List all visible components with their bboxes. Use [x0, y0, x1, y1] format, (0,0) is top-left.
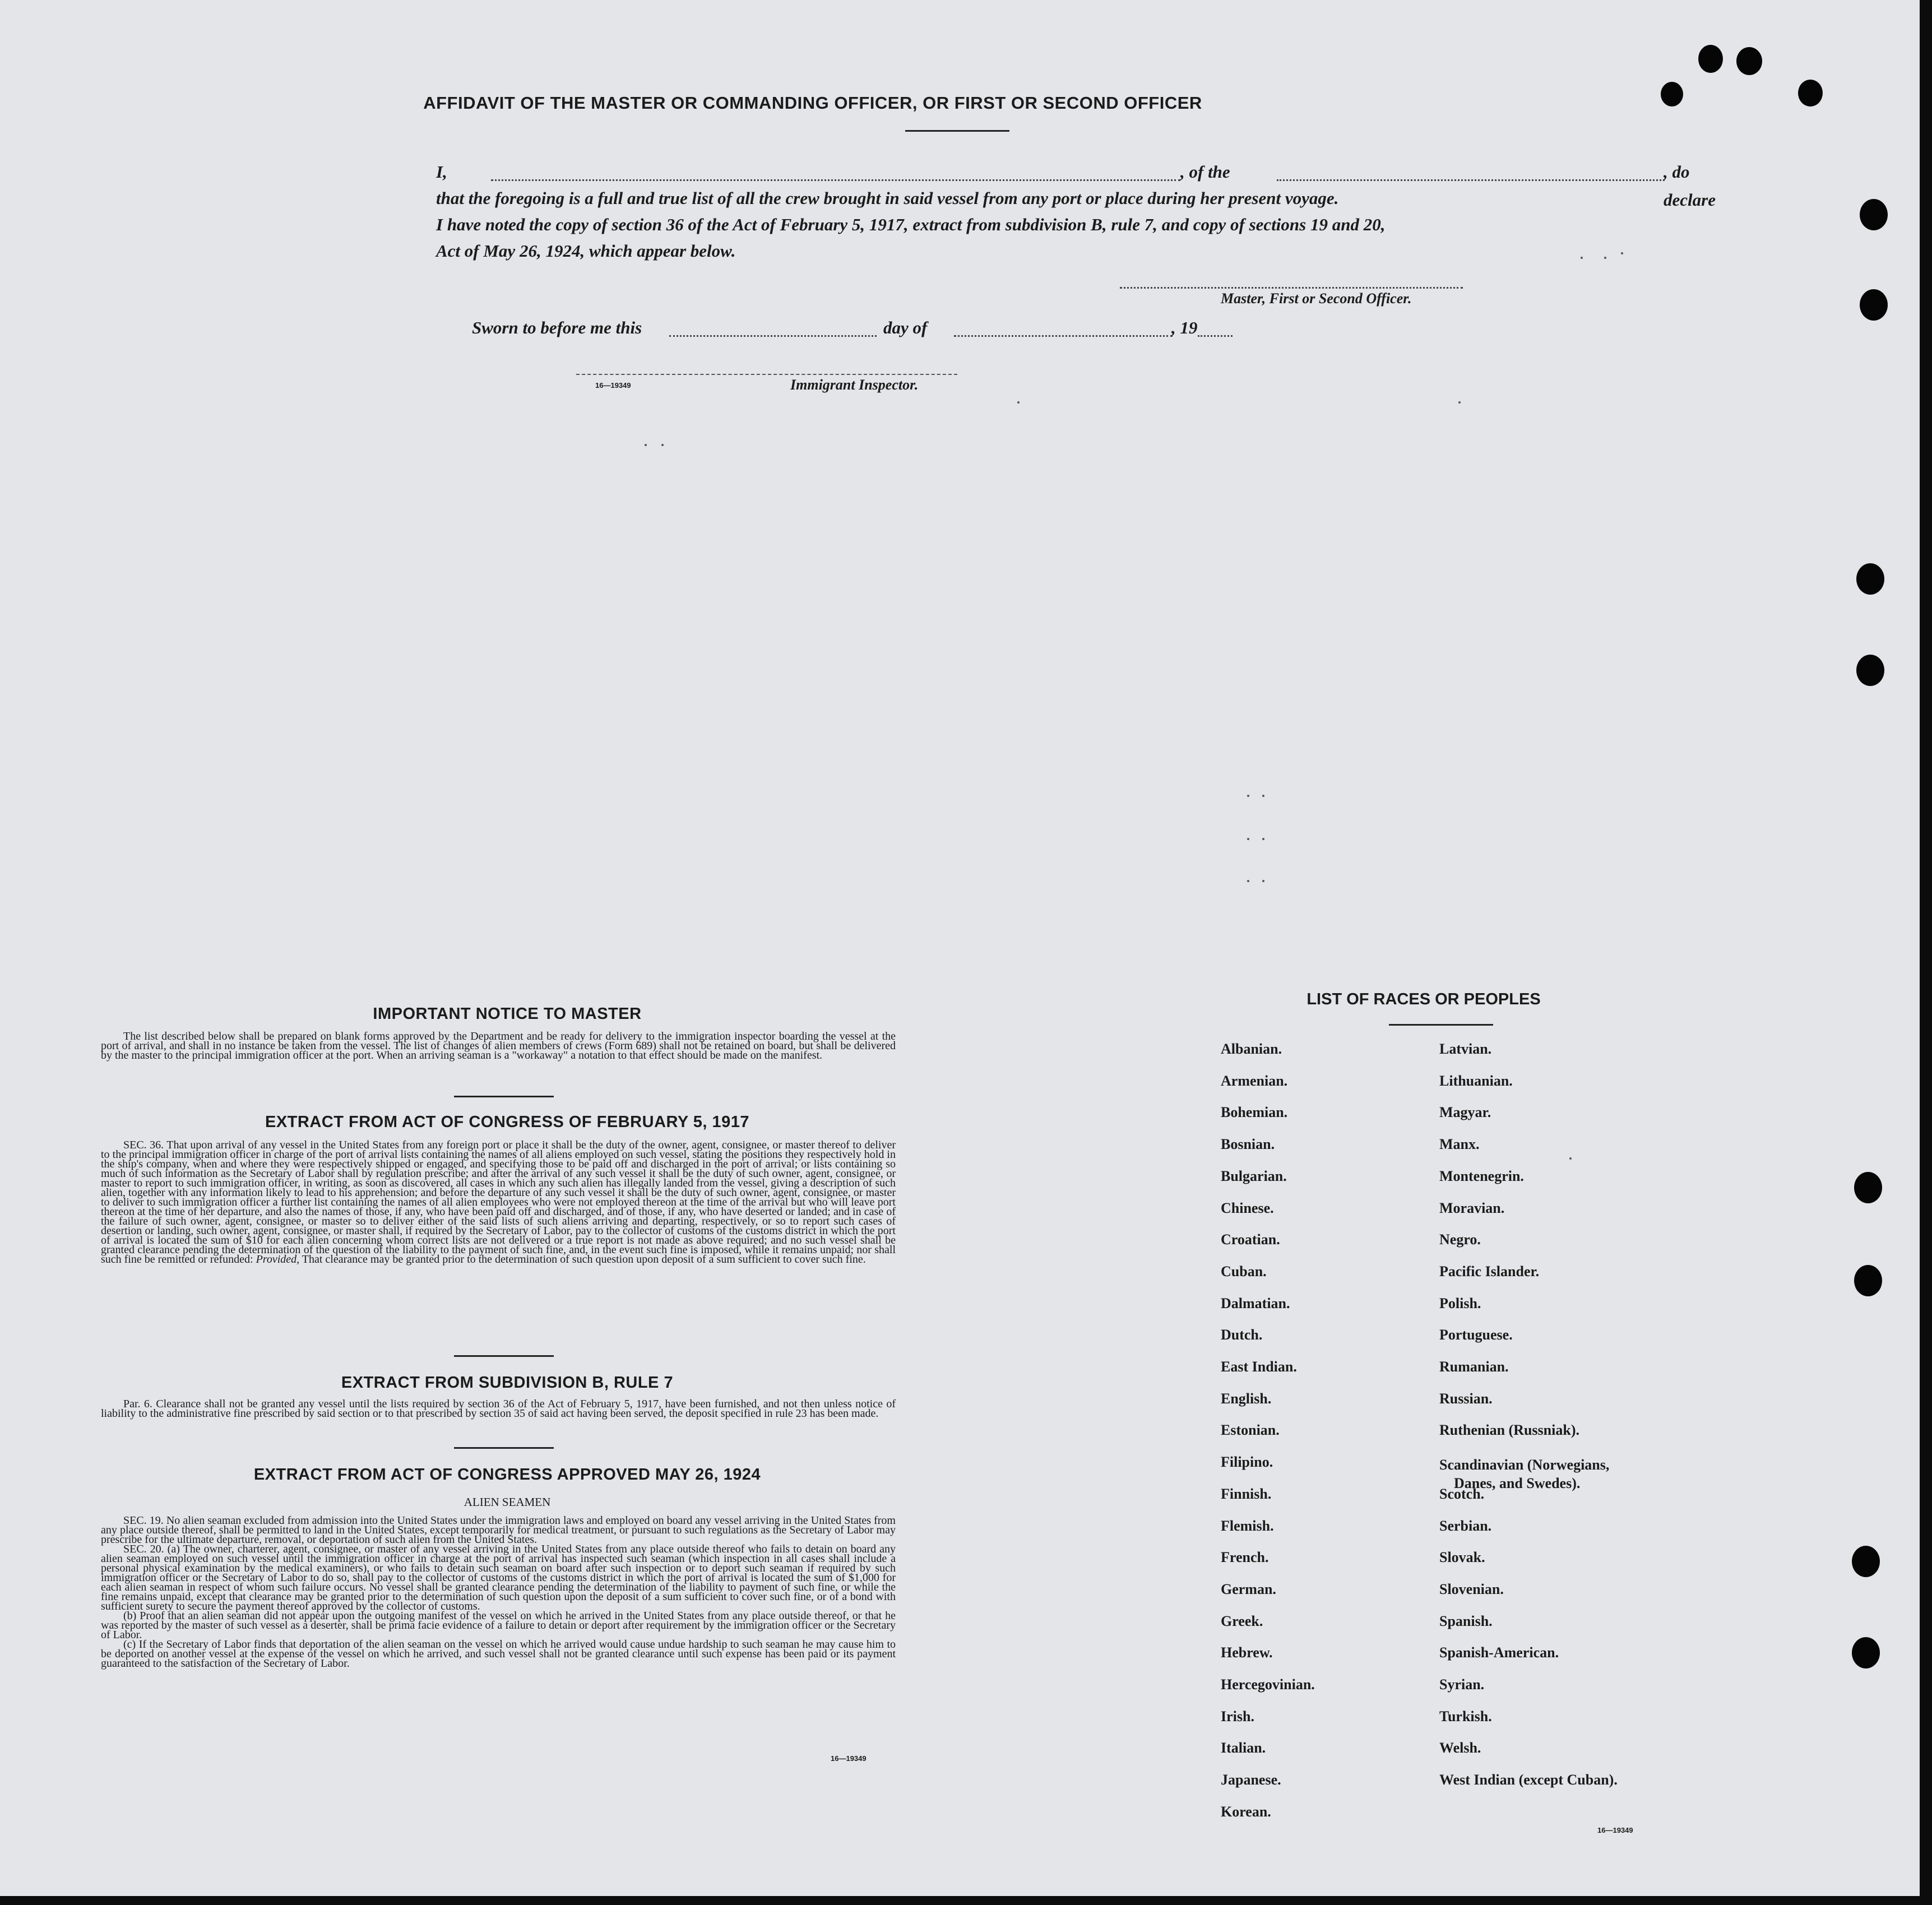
day-of-label: day of [883, 318, 928, 337]
speck [1262, 838, 1264, 840]
race-item: Manx. [1439, 1136, 1480, 1153]
race-item: English. [1221, 1390, 1272, 1407]
race-item: Croatian. [1221, 1231, 1280, 1248]
notice-body [101, 1032, 896, 1060]
speck [1621, 252, 1623, 254]
title-underline [905, 130, 1009, 132]
race-item: Ruthenian (Russniak). [1439, 1422, 1579, 1439]
declarant-prefix: I, [436, 162, 447, 182]
race-item: Greek. [1221, 1612, 1263, 1629]
race-item: Danes, and Swedes). [1454, 1475, 1581, 1492]
sworn-before-label: Sworn to before me this [472, 318, 642, 337]
officer-signature-caption: Master, First or Second Officer. [1221, 290, 1412, 307]
punch-hole [1860, 199, 1888, 230]
affidavit-title: AFFIDAVIT OF THE MASTER OR COMMANDING OFFICER, OR FIRST OR SECOND OFFICER [423, 93, 1202, 113]
race-item: Japanese. [1221, 1772, 1281, 1788]
speck [1458, 401, 1461, 404]
sec36-text [101, 1141, 896, 1264]
form-number: 16—19349 [1597, 1826, 1633, 1834]
race-item: Bulgarian. [1221, 1167, 1287, 1184]
speck [1262, 880, 1264, 882]
race-item: Finnish. [1221, 1485, 1272, 1502]
speck [1581, 257, 1583, 259]
race-item: Bosnian. [1221, 1136, 1275, 1153]
race-item: Rumanian. [1439, 1359, 1509, 1375]
race-item: Dalmatian. [1221, 1295, 1290, 1311]
officer-signature-field[interactable] [1120, 287, 1463, 289]
race-item: Flemish. [1221, 1517, 1274, 1534]
race-item: Slovak. [1439, 1549, 1485, 1566]
declaration-line-3: I have noted the copy of section 36 of the Act of February 5, 1917, extract from subdivision B, rule 7, and copy of sections 19 and 20, [436, 215, 1386, 234]
punch-hole [1852, 1637, 1880, 1668]
race-item: Filipino. [1221, 1454, 1273, 1471]
sworn-month-field[interactable] [954, 335, 1173, 337]
section-divider [454, 1355, 554, 1357]
race-item: Latvian. [1439, 1041, 1492, 1057]
punch-hole [1798, 80, 1823, 106]
race-item: Spanish. [1439, 1612, 1493, 1629]
inspector-caption: Immigrant Inspector. [790, 377, 919, 393]
race-item: Chinese. [1221, 1199, 1274, 1216]
declaration-line-4: Act of May 26, 1924, which appear below. [436, 241, 736, 261]
extract-rule7-body [101, 1399, 896, 1419]
speck [1247, 795, 1249, 797]
form-number: 16—19349 [831, 1754, 867, 1763]
speck [661, 444, 664, 446]
sworn-year-field[interactable] [1198, 335, 1233, 337]
race-item: Serbian. [1439, 1517, 1492, 1534]
vessel-name-field[interactable] [1277, 179, 1665, 181]
sworn-line [472, 314, 1257, 342]
race-item: Cuban. [1221, 1263, 1267, 1280]
extract-1924-body [101, 1516, 896, 1668]
race-item: East Indian. [1221, 1359, 1297, 1375]
races-heading: LIST OF RACES OR PEOPLES [1306, 990, 1541, 1008]
speck [1247, 880, 1249, 882]
extract-rule7-heading: EXTRACT FROM SUBDIVISION B, RULE 7 [341, 1374, 674, 1392]
race-item: Turkish. [1439, 1708, 1492, 1725]
race-item: Korean. [1221, 1803, 1271, 1820]
speck [645, 444, 647, 446]
do-declare-label: , do declare [1664, 162, 1716, 210]
race-item: Albanian. [1221, 1041, 1282, 1057]
race-item: Pacific Islander. [1439, 1263, 1540, 1280]
race-item: Scandinavian (Norwegians, [1439, 1457, 1610, 1473]
par6-text: Par. 6. Clearance shall not be granted any vessel until the lists required by section 36 of the Act of February 5, 1917, have been furnished, and not then unless notice of liability to the administrative fine prescribed by said section or to that prescribed by section 35 of said act having been served, the deposit specified in rule 23 has been made. [101, 1398, 896, 1420]
provided-word: Provided, [256, 1253, 300, 1266]
punch-hole [1856, 563, 1884, 595]
notice-heading: IMPORTANT NOTICE TO MASTER [373, 1005, 642, 1023]
race-item: Scotch. [1439, 1485, 1485, 1502]
year-prefix-label: , 19 [1171, 318, 1198, 337]
race-item: Syrian. [1439, 1676, 1485, 1693]
speck [1569, 1157, 1572, 1160]
race-item: Estonian. [1221, 1422, 1280, 1439]
punch-hole [1854, 1265, 1882, 1296]
punch-hole [1860, 289, 1888, 321]
race-item: German. [1221, 1580, 1276, 1597]
speck [1262, 795, 1264, 797]
section-divider [454, 1447, 554, 1449]
speck [1017, 401, 1020, 404]
race-item: Moravian. [1439, 1199, 1505, 1216]
race-item: Hebrew. [1221, 1644, 1273, 1661]
extract-1924-heading: EXTRACT FROM ACT OF CONGRESS APPROVED MAY 26, 1924 [253, 1466, 761, 1484]
sec20c-text: (c) If the Secretary of Labor finds that deportation of the alien seaman on the vessel on which he arrived would cause undue hardship to such seaman he may cause him to be deported on another vessel at the expense of the vessel on which he arrived, and such vessel shall not be granted clearance until such expense has been paid or its payment guaranteed to the satisfaction of the Secretary of Labor. [101, 1638, 896, 1670]
race-item: Irish. [1221, 1708, 1254, 1725]
sec36-text-b: That clearance may be granted prior to the determination of such question upon deposit of a sum sufficient to cover such fine. [299, 1253, 866, 1266]
section-divider [454, 1096, 554, 1097]
race-item: French. [1221, 1549, 1269, 1566]
punch-hole [1698, 45, 1723, 73]
speck [1247, 838, 1249, 840]
alien-seamen-subheading: ALIEN SEAMEN [464, 1495, 551, 1509]
notice-text: The list described below shall be prepared on blank forms approved by the Department and be ready for delivery to the immigration inspector boarding the vessel at the port of arrival, and shall in no instance be taken from the vessel. The list of changes of alien members of crews (Form 689) shall not be retained on board, but shall be delivered by the master to the principal immigration officer at the port. When an arriving seaman is a "workaway" a notation to that effect should be made on the manifest. [101, 1030, 896, 1062]
punch-hole [1661, 82, 1683, 106]
declaration-line-2: that the foregoing is a full and true list of all the crew brought in said vessel from any port or place during her present voyage. [436, 188, 1339, 208]
race-item: Dutch. [1221, 1327, 1263, 1343]
race-item: Italian. [1221, 1740, 1266, 1756]
race-item: Portuguese. [1439, 1327, 1513, 1343]
punch-hole [1736, 47, 1762, 75]
form-number: 16—19349 [595, 381, 631, 390]
race-item: West Indian (except Cuban). [1439, 1772, 1618, 1788]
extract-1917-body [101, 1141, 896, 1264]
races-underline [1389, 1024, 1493, 1026]
punch-hole [1854, 1172, 1882, 1203]
race-item: Bohemian. [1221, 1104, 1288, 1121]
sworn-day-field[interactable] [669, 335, 877, 337]
race-item: Negro. [1439, 1231, 1481, 1248]
race-item: Russian. [1439, 1390, 1493, 1407]
sec20b-text: (b) Proof that an alien seaman did not appear upon the outgoing manifest of the vessel on which he arrived in the United States from any place outside thereof, or that he was reported by the master of such vessel as a deserter, shall be prima facie evidence of a failure to detain or deport after requirement by the immigration officer or the Secretary of Labor. [101, 1610, 896, 1641]
sec36-text-a: SEC. 36. That upon arrival of any vessel in the United States from any foreign port or place it shall be the duty of the owner, agent, consignee, or master thereof to deliver to the principal immigration officer in charge of the port of arrival lists containing the names of all aliens employed on such vessel, stating the positions they respectively hold in the ship's company, when and where they were respectively shipped or engaged, and specifying those to be paid off and discharged in the port of arrival; or lists containing so much of such information as the Secretary of Labor shall by regulation prescribe; and after the arrival of any such vessel it shall be the duty of such owner, agent, consignee, or master to report to such immigration officer, in writing, as soon as discovered, all cases in which any such alien has illegally landed from the vessel, giving a description of such alien, together with any information likely to lead to his apprehension; and before the departure of any such vessel it shall be the duty of such owner, agent, consignee, or master to deliver to such immigration officer a further list containing the names of all alien employees who were not employed thereon at the time of the arrival but who will leave port thereon at the time of her departure, and also the names of those, if any, who have been paid off and discharged, and of those, if any, who have deserted or landed; and in case of the failure of such owner, agent, consignee, or master so to deliver either of the said lists of such aliens arriving and departing, respectively, or so to report such cases of desertion or landing, such owner, agent, consignee, or master shall, if required by the Secretary of Labor, pay to the collector of customs of the customs district in which the port of arrival is located the sum of $10 for each alien concerning whom correct lists are not delivered or a true report is not made as above required; and no such vessel shall be granted clearance pending the determination of the question of the liability to the payment of such fine, and, in the event such fine is imposed, while it remains unpaid; nor shall such fine be remitted or refunded: [101, 1139, 896, 1266]
of-the-label: , of the [1180, 162, 1230, 182]
sec20a-text: SEC. 20. (a) The owner, charterer, agent, consignee, or master of any vessel arriving in the United States from any place outside thereof who fails to detain on board any alien seaman employed on such vessel until the immigration officer in charge at the port of arrival has inspected such seaman (which inspection in all cases shall include a personal physical examination by the medical examiners), or who fails to detain such seaman on board after such inspection or to deport such seaman if required by such immigration officer or the Secretary of Labor to do so, shall pay to the collector of customs of the customs district in which the port of arrival is located the sum of $1,000 for each alien seaman in respect of whom such failure occurs. No vessel shall be granted clearance pending the determination of the liability to payment of such fine, or while the fine remains unpaid, except that clearance may be granted prior to the determination of such question upon the deposit of a sum sufficient to cover such fine, or of a bond with sufficient surety to secure the payment thereof approved by the collector of customs. [101, 1543, 896, 1612]
race-item: Lithuanian. [1439, 1072, 1513, 1089]
race-item: Slovenian. [1439, 1580, 1504, 1597]
speck [1604, 257, 1606, 259]
race-item: Welsh. [1439, 1740, 1481, 1756]
sec19-text: SEC. 19. No alien seaman excluded from admission into the United States under the immigration laws and employed on board any vessel arriving in the United States from any place outside thereof, shall be permitted to land in the United States, except temporarily for medical treatment, or pursuant to such regulations as the Secretary of Labor may prescribe for the ultimate departure, removal, or deportation of such alien from the United States. [101, 1514, 896, 1546]
punch-hole [1856, 655, 1884, 686]
race-item: Montenegrin. [1439, 1167, 1524, 1184]
race-item: Spanish-American. [1439, 1644, 1559, 1661]
race-item: Polish. [1439, 1295, 1481, 1311]
punch-hole [1852, 1546, 1880, 1577]
extract-1917-heading: EXTRACT FROM ACT OF CONGRESS OF FEBRUARY 5, 1917 [265, 1113, 750, 1131]
inspector-signature-field[interactable] [576, 374, 957, 375]
race-item: Hercegovinian. [1221, 1676, 1315, 1693]
race-item: Magyar. [1439, 1104, 1491, 1121]
race-item: Armenian. [1221, 1072, 1288, 1089]
declarant-name-field[interactable] [491, 179, 1180, 181]
